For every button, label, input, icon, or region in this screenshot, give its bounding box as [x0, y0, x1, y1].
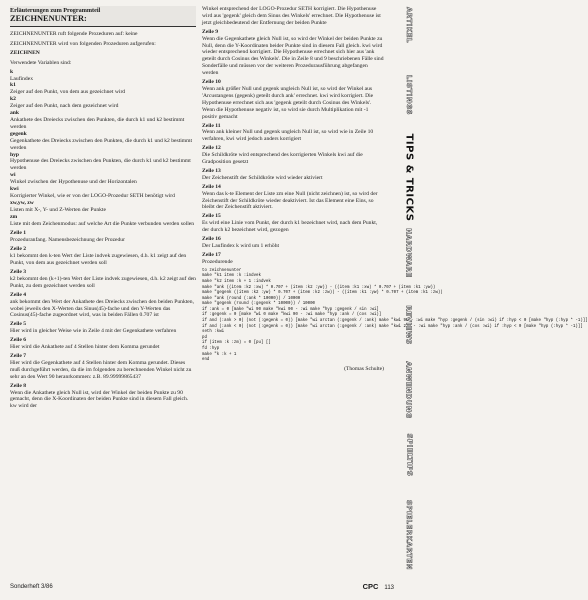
zeile-heading: Zeile 12	[202, 145, 221, 152]
variable-desc: Ankathete des Dreiecks zwischen den Punkten, die durch k1 und k2 bestimmt werden	[10, 116, 185, 130]
sidebar-tab-label: HARDWARE	[405, 227, 414, 278]
called-by-text: ZEICHNENUNTER wird von folgenden Prozeduren aufgerufen:	[10, 40, 156, 47]
section-header-small: Erläuterungen zum Programmteil	[10, 7, 101, 14]
variable-name: k1	[10, 82, 16, 89]
section-header	[10, 6, 196, 27]
logo-code-listing: to zeichnenunter make "k1 item :k :indvek make "k2 item :k + 1 :indvek make "ank ((item :k2 :xw) * 0.707 + (item :k2 :yw)) - ((item :k1 :xw) * 0.707 + (item :k1 :yw)) make "gegenk ((item :k2 :yw) * 0.707 + (item :k2 :zw)) - ((item :k1 :yw) * 0.707 + (item :k1 :zw)) make "ank (round (:ank * 10000)) / 10000 make "gegenk (round (:gegenk * 10000)) / 10000 if :ank = 0 [make "wi 90 make "kwi 90 - :wi make "hyp :gegenk / sin :wi] if :gegenk = 0 [make "wi 0 make "kwi 90 - :wi make "hyp :ank / (cos :wi)] if and (:ank > 0) (not (:gegenk = 0)) [make "wi arctan (:gegenk / :ank) make "kwi 90 - :wi make "hyp :gegenk / (sin :wi) if :hyp < 0 [make "hyp (:hyp * -1)]] if and (:ank < 0) (not (:gegenk = 0)) [make "wi arctan (:gegenk / :ank) make "kwi 270 - :wi make "hyp :ank / (cos :wi) if :hyp < 0 [make "hyp (:hyp * -1)]] seth :kwi pd if (item :k :zm) = 0 [pu] [] fd :hyp make "k :k + 1 end	[202, 268, 588, 363]
variable-name: ank	[10, 110, 20, 117]
sidebar-tab-listings	[396, 50, 422, 140]
variable-desc: Laufindex	[10, 75, 33, 82]
sidebar-tab-label: LISTINGS	[405, 74, 414, 116]
variable-desc: Gegenkathete des Dreiecks zwischen den Punkten, die durch k1 und k2 bestimmt werden	[10, 137, 193, 151]
sidebar-tab-spieltips	[396, 420, 422, 490]
left-column	[10, 6, 196, 410]
sidebar-tab-label: ARTIKEL	[405, 6, 414, 44]
zeile-heading: Zeile 2	[10, 246, 27, 253]
zeile-text: Der Laufindex k wird um 1 erhöht	[202, 243, 280, 249]
intro-text: ZEICHNENUNTER ruft folgende Prozeduren auf: keine	[10, 31, 138, 37]
variable-desc: Liste mit dem Zeichenmodus: auf welche Art die Punkte verbunden werden sollen	[10, 220, 195, 227]
sidebar-tab-label: REVIEWS	[405, 305, 413, 345]
sidebar-tab-label: SPIELERKARTEN	[405, 499, 413, 571]
section-header-title: ZEICHNENUNTER:	[10, 14, 87, 23]
zeile-text: Der Zeichenstift der Schildkröte wird wieder aktiviert	[202, 174, 323, 181]
zeile-heading: Zeile 14	[202, 183, 221, 190]
zeile-text: Die Schildkröte wird entsprechend des korrigierten Winkels kwi auf die Gradposition gesetzt	[202, 152, 363, 166]
zeile-text: Hier wird in gleicher Weise wie in Zeile 4 mit der Gegenkathete verfahren	[10, 328, 177, 335]
zeile-heading: Zeile 6	[10, 337, 27, 344]
zeile-heading: Zeile 1	[10, 230, 27, 237]
zeile-text: Hier wird die Gegenkathete auf 4 Stellen hinter dem Komma gerundet. Dieses muß durchgeführt werden, da die im folgenden zu berechnenden Winkel nicht zu sehr an den Wert 90 heranrkommen: z.B. 89.99999865437	[10, 359, 192, 380]
sidebar-tab-reviews	[396, 290, 422, 360]
vars-heading: Verwendete Variablen sind:	[10, 59, 72, 66]
variable-desc: Korrigierter Winkel, wie er von der LOGO-Prozedur SETH benötigt wird	[10, 192, 175, 199]
sidebar-tab-spielerkarten	[396, 490, 422, 580]
variable-desc: Zeiger auf den Punkt, nach dem gezeichnet wird	[10, 103, 119, 110]
zeile-heading: Zeile 4	[10, 291, 27, 298]
zeile-text: Wenn die Gegenkathete gleich Null ist, so wird der Winkel der beiden Punkte zu Null, denn die Y-Koordinaten beider Punkte sind in diesem Fall gleich. kwi wird wieder entsprechend korrigiert. Die Hypothenuse errechnet sich hier aus 'ank geteilt durch Cosinus des Winkels'. Die in Zeile 8 und 9 beschriebenen Fälle sind Sonderfälle und müssen vor der weiteren Prozedurausführung abgefangen werden	[202, 35, 384, 77]
variable-desc: Zeiger auf den Punkt, von dem aus gezeichnet wird	[10, 89, 126, 96]
zeile-heading: Zeile 10	[202, 79, 221, 86]
called-by-name: ZEICHNEN	[10, 49, 40, 56]
zeile-heading: Zeile 3	[10, 269, 27, 275]
author-credit: (Thomas Schulte)	[344, 365, 384, 372]
zeile-text: Es wird eine Linie vom Punkt, der durch k1 bezeichnet wird, nach dem Punkt, der durch k2 bezeichnet wird, gezogen	[202, 220, 378, 234]
sidebar-tab-tips-tricks	[396, 133, 422, 222]
sidebar-tab-hardware	[396, 215, 422, 290]
variable-name: gegenk	[10, 130, 27, 137]
line-explanations-left	[10, 230, 196, 410]
zeile-heading: Zeile 8	[10, 382, 27, 389]
variable-desc: Winkel zwischen der Hypothenuse und der Horizontalen	[10, 179, 137, 186]
zeile-text: Prozedurende	[202, 258, 233, 265]
zeile-text: k2 bekommt den (k+1)-ten Wert der Liste indvek zugewiesen, d.h. k2 zeigt auf den Punkt, zu dem gezeichnet werden soll	[10, 275, 196, 289]
variable-name: k2	[10, 96, 16, 103]
variable-desc: Listen mit X-, Y- und Z-Werten der Punkte	[10, 206, 106, 213]
footer-page-info	[363, 583, 394, 592]
sidebar-tab-label: ANWENDUNG	[405, 361, 413, 419]
variable-name: wi	[10, 172, 16, 179]
zeile-text: Wenn ank größer Null und gegenk ungleich Null ist, so wird der Winkel aus 'Arcustangens (gegenk) geteilt durch ank' errechnet. kwi wird korrigiert. Die Hypothenuse errechnet sich aus 'gegenk geteilt durch Cosinus des Winkels'. Wenn die Hypothenuse negativ ist, so wird sie durch Multiplikation mit -1 positiv gemacht	[202, 85, 374, 120]
zeile-heading: Zeile 9	[202, 28, 219, 35]
zeile-text: Prozeduranfang. Namensbezeichnung der Prozedur	[10, 237, 125, 244]
zeile-heading: Zeile 13	[202, 167, 221, 174]
zeile-heading: Zeile 11	[202, 122, 221, 129]
zeile-text: Wenn ank kleiner Null und gegenk ungleich Null ist, so wird wie in Zeile 10 verfahren, kwi wird jedoch anders korrigiert	[202, 129, 374, 143]
sidebar-tab-label: SPIELTIPS	[405, 433, 414, 477]
zeile-text: k1 bekommt den k-ten Wert der Liste indvek zugewiesen, d.h. k1 zeigt auf den Punkt, von dem aus gezeichnet werden soll	[10, 253, 187, 267]
zeile-heading: Zeile 16	[202, 236, 221, 243]
continued-text: Winkel entsprechend der LOGO-Prozedur SETH korrigiert. Die Hypothenuse wird aus 'gegenk' gleich dem Sinus des Winkels' errechnet. Die Hypothenuse ist jetzt gleichbedeutend der Entfernung der beiden Punkte	[202, 6, 381, 26]
sidebar-tab-anwendung	[396, 360, 422, 420]
variables-list	[10, 69, 196, 228]
page-number: 113	[384, 585, 394, 591]
variable-name: kwi	[10, 186, 19, 193]
zeile-heading: Zeile 17	[202, 251, 221, 258]
section-sidebar	[394, 0, 424, 600]
zeile-text: Wenn das k-te Element der Liste zm eine Null (nicht zeichnen) ist, so wird der Zeichenstift der Schildkröte wieder deaktiviert. Ist das Element eine Eins, so bleibt der Zeichenstift aktiviert.	[202, 190, 378, 211]
variable-name: xw,yw, zw	[10, 199, 34, 206]
zeile-heading: Zeile 7	[10, 352, 27, 359]
line-explanations-right	[202, 29, 384, 266]
variable-name: k	[10, 68, 14, 75]
zeile-text: Hier wird die Ankathete auf 4 Stellen hinter dem Komma gerundet	[10, 344, 160, 351]
variable-desc: Hypothenuse des Dreiecks zwischen den Punkten, die durch k1 und k2 bestimmt werden	[10, 158, 191, 172]
zeile-text: Wenn die Ankathete gleich Null ist, wird der Winkel der beiden Punkte zu 90 gemacht, denn die X-Koordinaten der beiden Punkte sind in diesem Fall gleich. kw wird der	[10, 389, 189, 410]
variable-name: zm	[10, 213, 18, 220]
footer-issue: Sonderheft 3/86	[10, 584, 53, 590]
footer-brand: CPC	[362, 582, 379, 591]
zeile-text: ank bekommt den Wert der Ankathete des Dreiecks zwischen den beiden Punkten, wobei jeweils den X-Werten das Sinus(45)-fache und den Y-Werten das Cosinus(45)-fache zugeordnet wird, was in beiden Fällen 0.707 ist	[10, 298, 194, 319]
zeile-heading: Zeile 5	[10, 321, 27, 328]
sidebar-tab-label: TIPS & TRICKS	[403, 133, 415, 222]
zeile-heading: Zeile 15	[202, 213, 221, 220]
sidebar-tab-artikel	[396, 0, 422, 50]
variable-name: hyp	[10, 151, 20, 158]
